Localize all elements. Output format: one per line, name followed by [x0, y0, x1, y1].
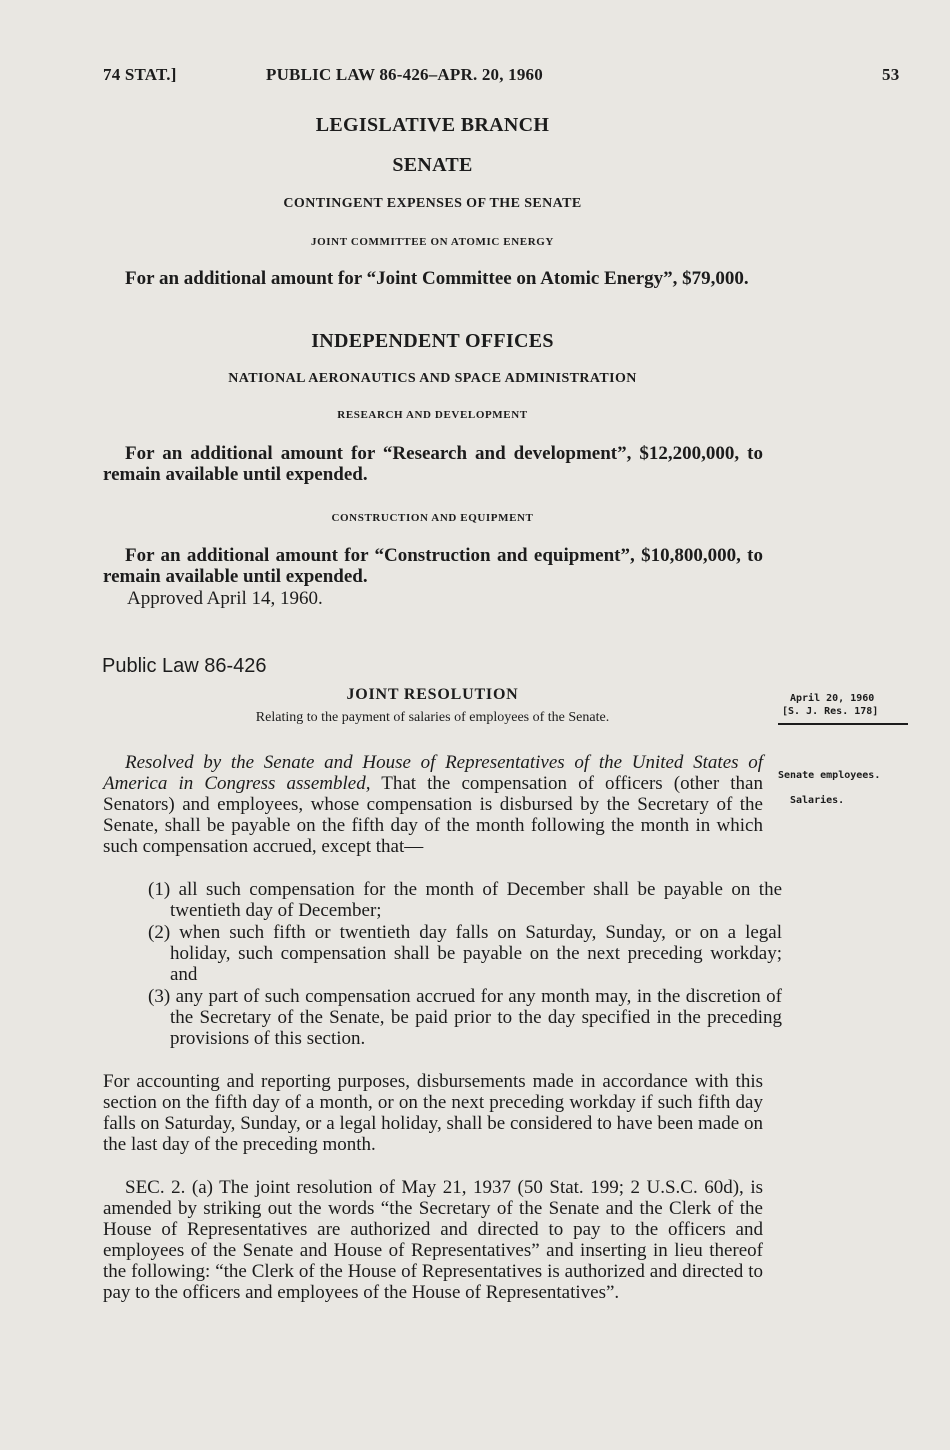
public-law-label: Public Law 86-426 — [102, 655, 267, 677]
section-title-legislative: LEGISLATIVE BRANCH — [315, 114, 550, 136]
header-title: PUBLIC LAW 86-426–APR. 20, 1960 — [266, 65, 543, 84]
paragraph-research: For an additional amount for “Research and development”, $12,200,000, to remain available until expended. — [103, 443, 763, 485]
margin-subtopic: Salaries. — [790, 795, 845, 806]
resolution-purpose: Relating to the payment of salaries of employees of the Senate. — [255, 710, 610, 725]
enacting-formula: Resolved by the Senate and House of Representatives of the United States of America in Congress assembled, — [103, 752, 763, 794]
section-2-text: (a) The joint resolution of May 21, 1937 (50 Stat. 199; 2 U.S.C. 60d), is amended by striking out the words “the Secretary of the Senate and the Clerk of the House of Representatives are authorized and directed to pay to the officers and employees of the Senate and House of Representatives” and inserting in lieu thereof the following: “the Clerk of the House of Representatives is authorized and directed to pay to the officers and employees of the House of Representatives”. — [103, 1177, 763, 1303]
paragraph-atomic-energy: For an additional amount for “Joint Committee on Atomic Energy”, $79,000. — [125, 268, 749, 289]
item-head-atomic-energy: JOINT COMMITTEE ON ATOMIC ENERGY — [311, 236, 554, 248]
list-item-2: (2) when such fifth or twentieth day falls on Saturday, Sunday, or on a legal holiday, such compensation shall be payable on the next preceding workday; and — [148, 922, 782, 985]
section-title-independent-offices: INDEPENDENT OFFICES — [311, 330, 554, 352]
page-number: 53 — [882, 65, 900, 84]
joint-resolution-heading: JOINT RESOLUTION — [346, 686, 519, 703]
accounting-paragraph: For accounting and reporting purposes, disbursements made in accordance with this section on the fifth day of a month, or on the next preceding workday if such fifth day falls on Saturday, Sunday, or a legal holiday, shall be considered to have been made on the last day of the preceding month. — [103, 1071, 763, 1155]
item-head-construction: CONSTRUCTION AND EQUIPMENT — [331, 512, 534, 524]
margin-rule — [778, 723, 908, 725]
subhead-nasa: NATIONAL AERONAUTICS AND SPACE ADMINISTRATION — [228, 371, 637, 386]
margin-topic: Senate employees. — [778, 770, 881, 781]
section-2-paragraph — [103, 1177, 763, 1303]
margin-date: April 20, 1960 — [790, 693, 875, 704]
section-2-label: SEC. 2. — [125, 1177, 186, 1198]
subhead-contingent-expenses: CONTINGENT EXPENSES OF THE SENATE — [283, 196, 582, 211]
section-subtitle-senate: SENATE — [392, 154, 473, 176]
item-head-research: RESEARCH AND DEVELOPMENT — [337, 409, 528, 421]
approved-date: Approved April 14, 1960. — [127, 588, 323, 609]
enacting-clause — [103, 752, 763, 857]
header-volume: 74 STAT.] — [103, 65, 177, 84]
list-item-1: (1) all such compensation for the month of December shall be payable on the twentieth day of December; — [148, 879, 782, 921]
enacting-text: That the compensation of officers (other than Senators) and employees, whose compensation is disbursed by the Secretary of the Senate, shall be payable on the fifth day of the month following the month in which such compensation accrued, except that— — [103, 773, 763, 857]
margin-resolution-number: [S. J. Res. 178] — [782, 706, 879, 717]
list-item-3: (3) any part of such compensation accrued for any month may, in the discretion of the Secretary of the Senate, be paid prior to the day specified in the preceding provisions of this section. — [148, 986, 782, 1049]
paragraph-construction: For an additional amount for “Construction and equipment”, $10,800,000, to remain available until expended. — [103, 545, 763, 587]
